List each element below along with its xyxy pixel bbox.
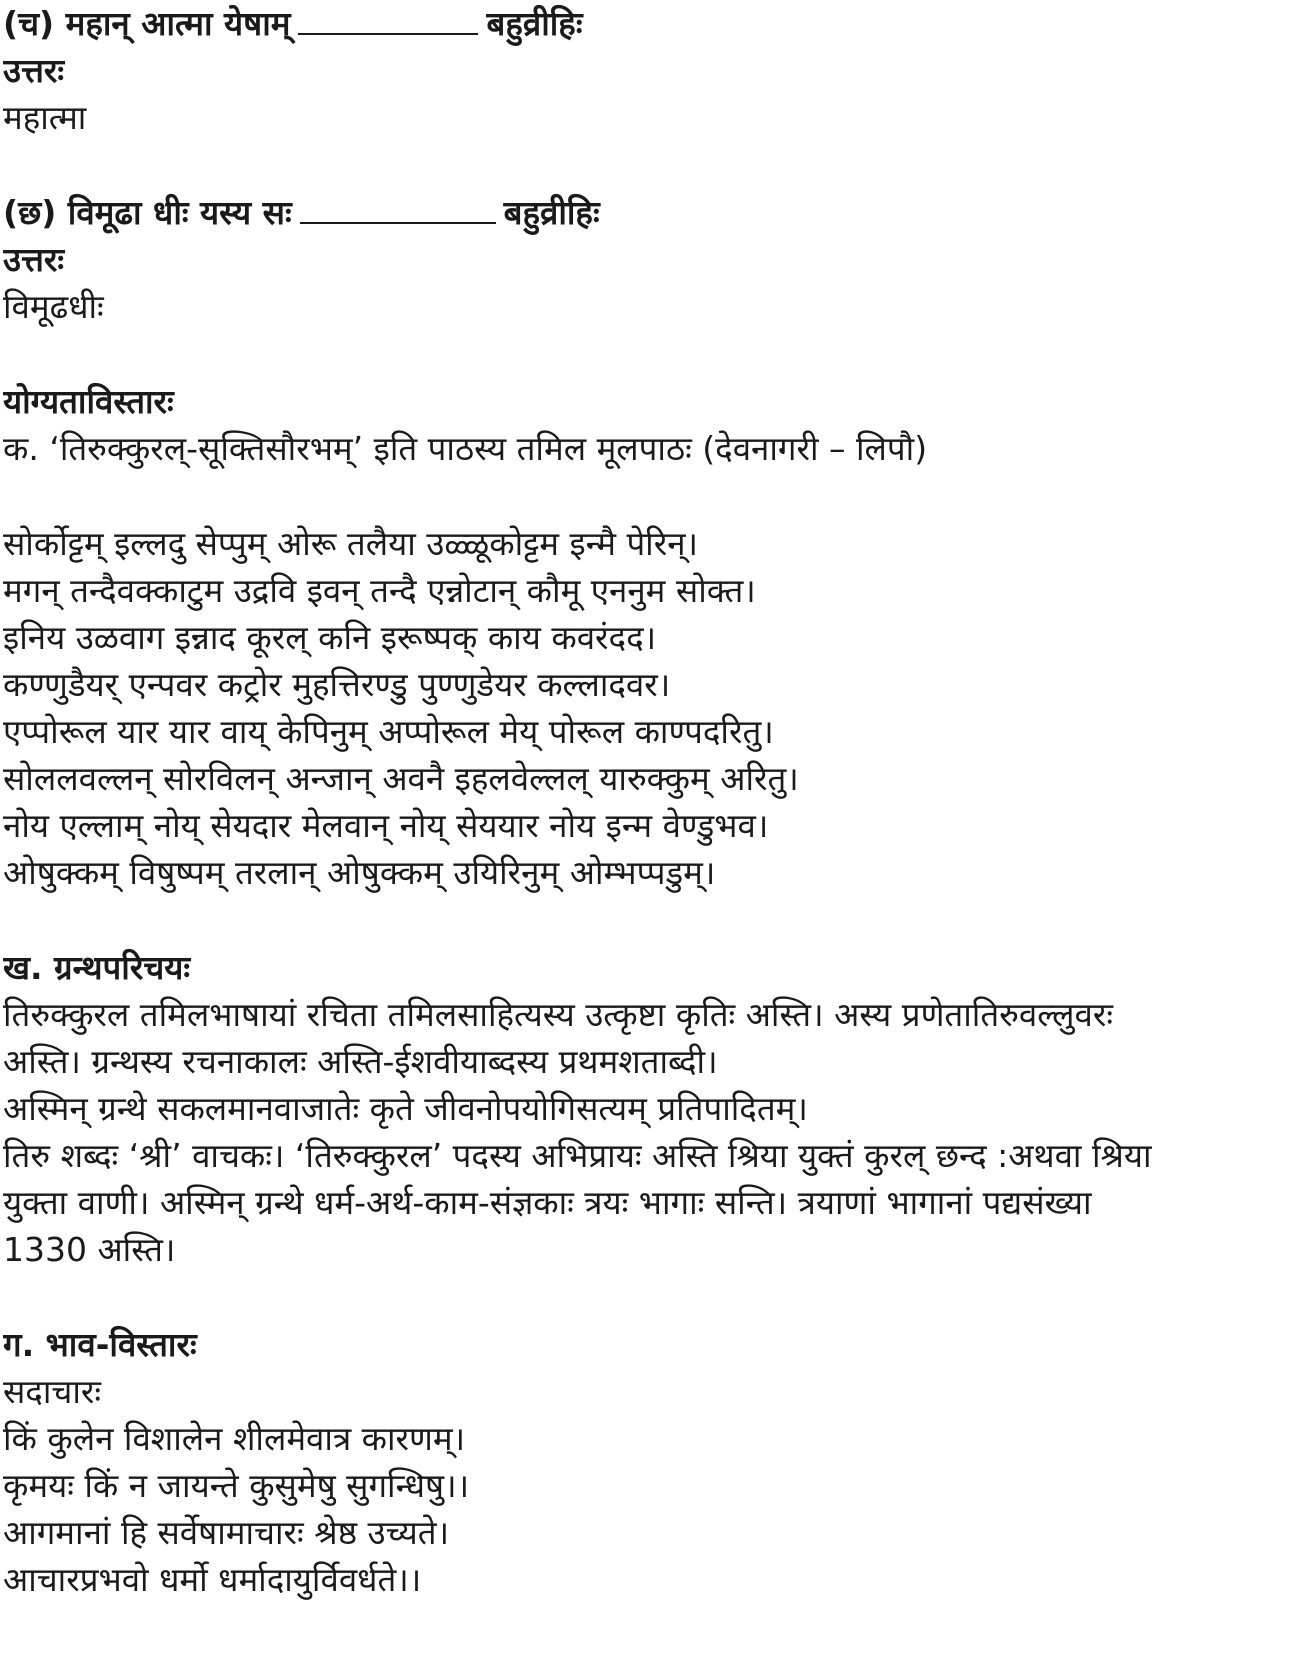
verse-line: नोय एल्लाम् नोय् सेयदार मेलवान् नोय् सेययार नोय इन्म वेण्डुभव। <box>3 806 769 845</box>
verse-block <box>3 520 1289 896</box>
verse-line: ओषुक्कम् विषुष्पम् तरलान् ओषुक्कम् उयिरिनुम् ओम्भप्पडुम्। <box>3 853 716 892</box>
answer-label: उत्तरः <box>3 51 65 90</box>
bhava-block <box>3 1368 1289 1603</box>
answer-blank <box>298 3 478 35</box>
yogyata-intro: क. ‘तिरुक्कुरल्-सूक्तिसौरभम्’ इति पाठस्य तमिल मूलपाठः (देवनागरी – लिपौ) <box>3 429 928 468</box>
question-chha-type: बहुव्रीहिः <box>503 193 600 232</box>
section-heading-bhava: ग. भाव-विस्तारः <box>3 1325 197 1364</box>
shloka-line: किं कुलेन विशालेन शीलमेवात्र कारणम्। <box>3 1419 466 1458</box>
verse-line: कण्णुडैयर् एन्पवर कट्रोर मुहत्तिरण्डु पुण्णुडेयर कल्लादवर। <box>3 665 671 704</box>
section-heading-yogyata: योग्यताविस्तारः <box>3 382 174 421</box>
answer-text: महात्मा <box>3 98 87 137</box>
verse-line: सोललवल्लन् सोरविलन् अन्जान् अवनै इहलवेल्लल् यारुक्कुम् अरितु। <box>3 759 799 798</box>
bhava-subtitle: सदाचारः <box>3 1372 102 1411</box>
verse-line: इनिय उळवाग इन्नाद कूरल् कनि इरूष्पक् काय कवरंदद। <box>3 618 657 657</box>
shloka-line: आगमानां हि सर्वेषामाचारः श्रेष्ठ उच्यते। <box>3 1513 450 1552</box>
paragraph-line: तिरु शब्दः ‘श्री’ वाचकः। ‘तिरुक्कुरल’ पदस्य अभिप्रायः अस्ति श्रिया युक्तं कुरल् छन्द :अथवा श्रिया <box>3 1136 1152 1175</box>
spacer <box>3 1273 1289 1321</box>
verse-line: एप्पोरूल यार यार वाय् केपिनुम् अप्पोरूल मेय् पोरूल काण्पदरितु। <box>3 712 774 751</box>
grantha-paragraph <box>3 991 1289 1273</box>
verse-line: मगन् तन्दैवक्काटुम उद्रवि इवन् तन्दै एन्नोटान् कौमू एननुम सोक्त। <box>3 571 756 610</box>
paragraph-line: अस्ति। ग्रन्थस्य रचनाकालः अस्ति-ईशवीयाब्दस्य प्रथमशताब्दी। <box>3 1042 718 1081</box>
spacer <box>3 896 1289 944</box>
answer-label: उत्तरः <box>3 240 65 279</box>
question-cha-text: (च) महान् आत्मा येषाम् <box>3 4 291 43</box>
answer-blank <box>300 192 496 224</box>
spacer <box>3 330 1289 378</box>
document-page <box>3 0 1289 1603</box>
paragraph-line: युक्ता वाणी। अस्मिन् ग्रन्थे धर्म-अर्थ-काम-संज्ञकाः त्रयः भागाः सन्ति। त्रयाणां भागानां पद्यसंख्या <box>3 1183 1092 1222</box>
question-chha <box>3 189 1289 236</box>
paragraph-line: अस्मिन् ग्रन्थे सकलमानवाजातेः कृते जीवनोपयोगिसत्यम् प्रतिपादितम्। <box>3 1089 808 1128</box>
question-chha-text: (छ) विमूढा धीः यस्य सः <box>3 193 292 232</box>
verse-line: सोर्कोट्टम् इल्लदु सेप्पुम् ओरू तलैया उळ्ळूकोट्टम इन्मै पेरिन्। <box>3 524 699 563</box>
question-cha-type: बहुव्रीहिः <box>486 4 583 43</box>
question-cha <box>3 0 1289 47</box>
spacer <box>3 472 1289 520</box>
shloka-line: आचारप्रभवो धर्मो धर्मादायुर्विवर्धते।। <box>3 1560 422 1599</box>
paragraph-line: तिरुक्कुरल तमिलभाषायां रचिता तमिलसाहित्यस्य उत्कृष्टा कृतिः अस्ति। अस्य प्रणेतातिरुवल्लुवरः <box>3 995 1113 1034</box>
answer-text: विमूढधीः <box>3 287 104 326</box>
paragraph-line: 1330 अस्ति। <box>3 1230 176 1269</box>
section-heading-grantha: ख. ग्रन्थपरिचयः <box>3 948 191 987</box>
shloka-line: कृमयः किं न जायन्ते कुसुमेषु सुगन्धिषु।। <box>3 1466 470 1505</box>
spacer <box>3 141 1289 189</box>
